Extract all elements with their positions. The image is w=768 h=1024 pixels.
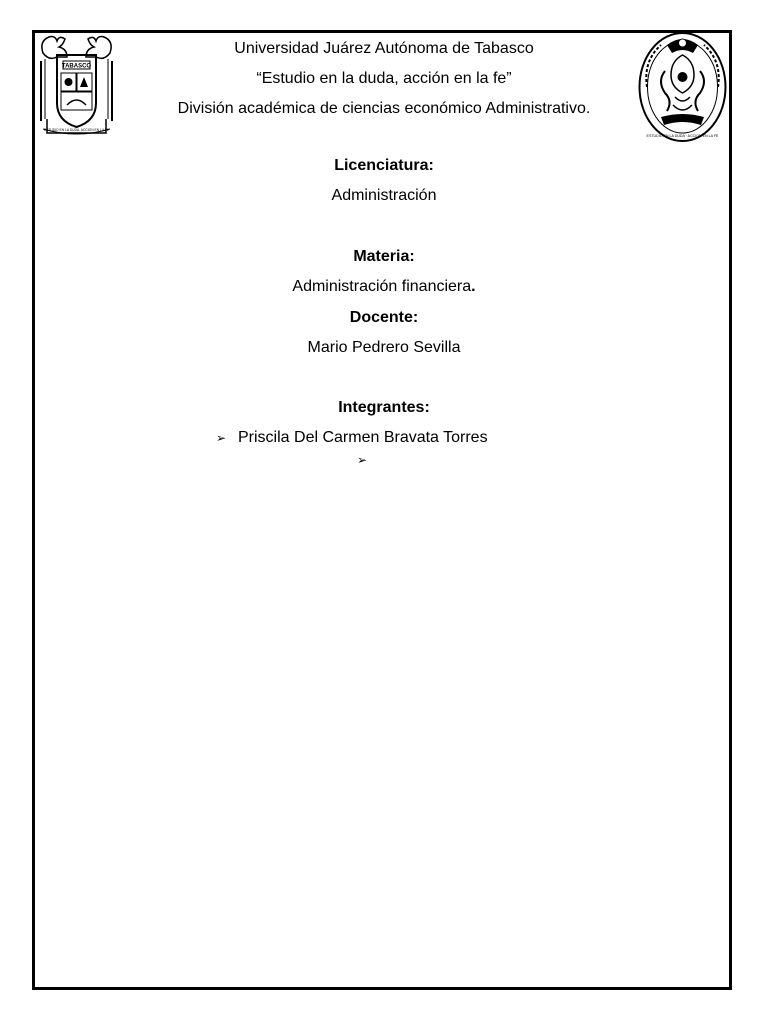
shield-text: TABASCO <box>61 63 92 70</box>
arrow-bullet-icon: ➢ <box>216 431 227 445</box>
right-logo-ring-text: ESTUDIO EN LA DUDA · ACCION EN LA FE <box>646 134 719 138</box>
materia-value-period: . <box>471 278 476 295</box>
integrante-name: Priscila Del Carmen Bravata Torres <box>238 429 488 446</box>
materia-value-text: Administración financiera <box>292 278 472 295</box>
materia-value <box>0 277 768 297</box>
licenciatura-label: Licenciatura: <box>334 157 434 174</box>
list-item <box>357 450 379 470</box>
academic-division: División académica de ciencias económico Administrativo. <box>177 100 591 117</box>
left-logo-banner-text: ESTUDIO EN LA DUDA. ACCION EN LA FE <box>43 128 110 132</box>
docente-label: Docente: <box>349 309 419 326</box>
docente-value: Mario Pedrero Sevilla <box>307 339 461 356</box>
list-item <box>216 428 488 448</box>
materia-label: Materia: <box>353 248 415 265</box>
integrantes-label: Integrantes: <box>338 399 430 416</box>
university-motto: “Estudio en la duda, acción en la fe” <box>256 70 512 87</box>
licenciatura-value: Administración <box>331 187 437 204</box>
arrow-bullet-icon: ➢ <box>357 453 368 467</box>
university-name: Universidad Juárez Autónoma de Tabasco <box>234 40 534 57</box>
